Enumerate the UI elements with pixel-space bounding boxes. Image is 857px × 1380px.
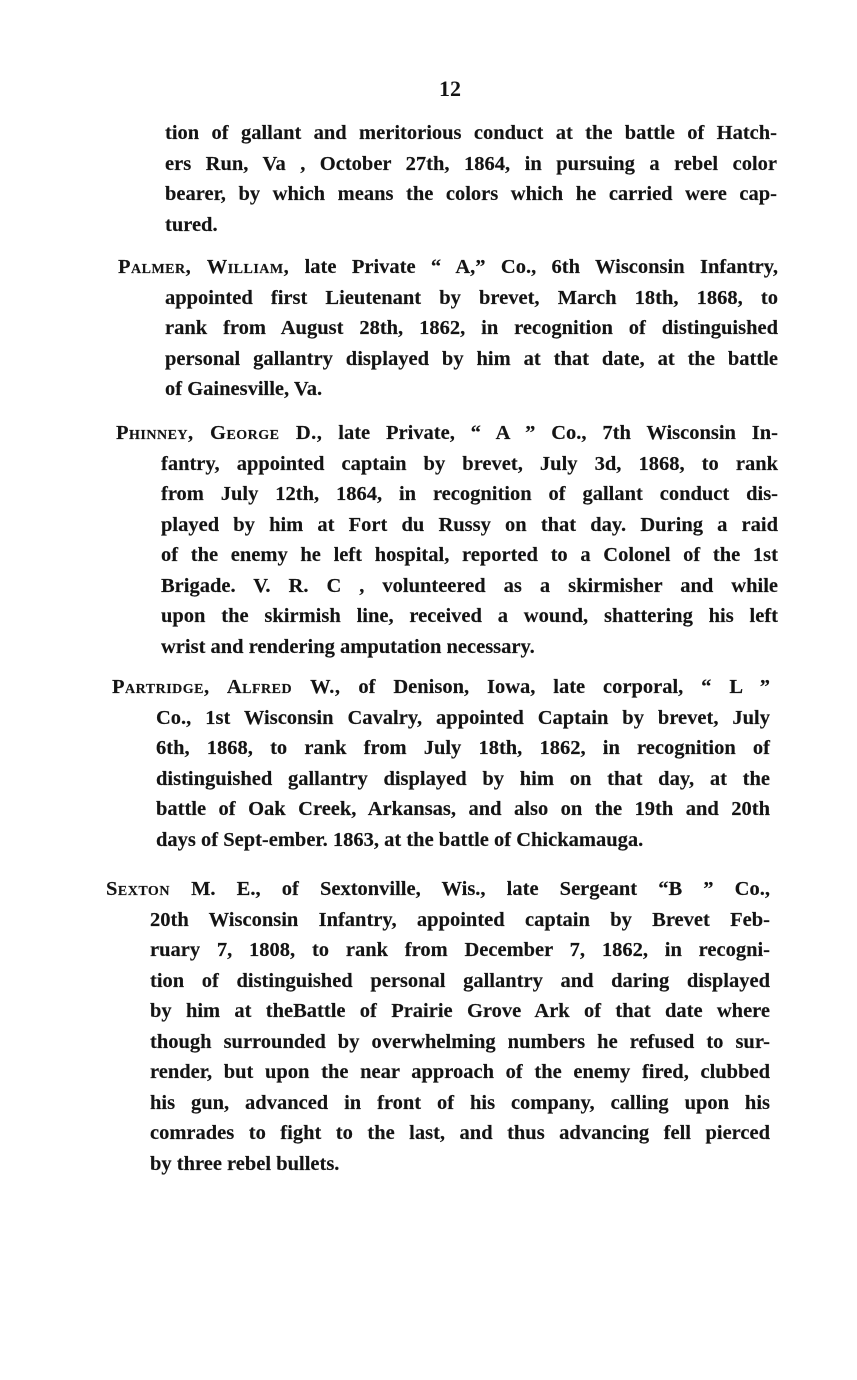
entry-first-line	[106, 874, 770, 905]
text-line: tion of distinguished personal gallantry and daring displayed	[150, 969, 770, 992]
text-line: Brigade. V. R. C , volunteered as a skirmisher and while	[161, 574, 778, 597]
text-line: Co., 1st Wisconsin Cavalry, appointed Captain by brevet, July	[156, 706, 770, 729]
text-line: appointed first Lieutenant by brevet, March 18th, 1868, to	[165, 286, 778, 309]
text-line: bearer, by which means the colors which he carried were cap-	[165, 183, 777, 205]
text-line: of Gainesville, Va.	[165, 378, 323, 400]
text-line: battle of Oak Creek, Arkansas, and also on the 19th and 20th	[156, 798, 770, 820]
entry-sexton	[106, 874, 770, 1179]
text-line: by him at theBattle of Prairie Grove Ark of that date where	[150, 1000, 770, 1022]
text-line: 6th, 1868, to rank from July 18th, 1862, in recognition of	[156, 737, 770, 759]
entry-first-line	[116, 418, 778, 449]
text-line: ers Run, Va , October 27th, 1864, in pursuing a rebel color	[165, 152, 777, 175]
entry-phinney	[116, 418, 778, 662]
text-line: of the enemy he left hospital, reported to a Colonel of the 1st	[161, 544, 778, 566]
entry-first-line	[118, 252, 778, 283]
text-line: render, but upon the near approach of the enemy fired, clubbed	[150, 1061, 770, 1083]
entry-first-line	[112, 672, 770, 703]
text-line: distinguished gallantry displayed by him on that day, at the	[156, 767, 770, 790]
entry-name: Phinney, George D.,	[116, 422, 323, 444]
text-line: played by him at Fort du Russy on that day. During a raid	[161, 513, 778, 536]
text-line: days of Sept-ember. 1863, at the battle of Chickamauga.	[156, 828, 644, 851]
entry-name: Partridge, Alfred W.,	[112, 676, 341, 698]
text-line: 20th Wisconsin Infantry, appointed captain by Brevet Feb-	[150, 908, 770, 931]
text-line: fantry, appointed captain by brevet, July 3d, 1868, to rank	[161, 452, 778, 475]
continuation-paragraph	[165, 118, 777, 240]
text-line: tion of gallant and meritorious conduct at the battle of Hatch-	[165, 122, 777, 144]
page-number: 12	[439, 76, 461, 101]
text-line: his gun, advanced in front of his company, calling upon his	[150, 1091, 770, 1114]
text-line: upon the skirmish line, received a wound, shattering his left	[161, 605, 778, 627]
entry-first-line-text: late Private “ A,” Co., 6th Wisconsin Infantry,	[289, 256, 778, 278]
text-line: tured.	[165, 213, 218, 236]
entry-palmer	[118, 252, 778, 405]
entry-partridge	[112, 672, 770, 855]
entry-name: Sexton	[106, 878, 170, 900]
text-line: from July 12th, 1864, in recognition of gallant conduct dis-	[161, 483, 778, 505]
text-line: rank from August 28th, 1862, in recognition of distinguished	[165, 317, 778, 339]
text-line: wrist and rendering amputation necessary.	[161, 635, 535, 658]
text-line: personal gallantry displayed by him at that date, at the battle	[165, 347, 778, 370]
entry-name: Palmer, William,	[118, 256, 290, 278]
text-line: ruary 7, 1808, to rank from December 7, 1862, in recogni-	[150, 939, 770, 961]
entry-first-line-text: M. E., of Sextonville, Wis., late Sergeant “B ” Co.,	[169, 878, 770, 900]
text-line: though surrounded by overwhelming numbers he refused to sur-	[150, 1030, 770, 1053]
entry-first-line-text: of Denison, Iowa, late corporal, “ L ”	[340, 676, 770, 698]
text-line: comrades to fight to the last, and thus advancing fell pierced	[150, 1122, 770, 1144]
text-line: by three rebel bullets.	[150, 1152, 340, 1175]
entry-first-line-text: late Private, “ A ” Co., 7th Wisconsin In-	[322, 422, 778, 444]
